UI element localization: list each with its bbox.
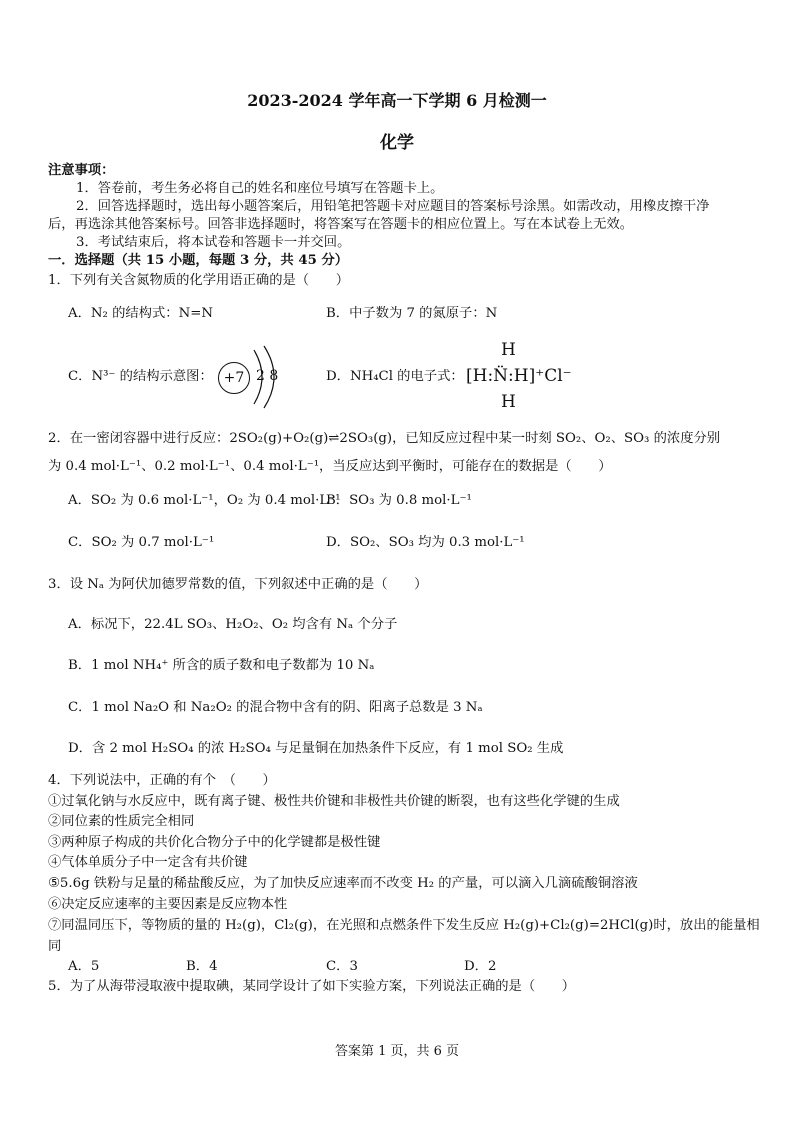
q2-option-d: D．SO₂、SO₃ 均为 0.3 mol·L⁻¹ — [326, 535, 525, 550]
subject-title: 化学 — [380, 133, 414, 153]
notice-item-2b: 后，再选涂其他答案标号。回答非选择题时，将答案写在答题卡的相应位置上。写在本试卷上无效。 — [48, 217, 634, 232]
q2-option-c: C．SO₂ 为 0.7 mol·L⁻¹ — [68, 535, 215, 550]
q4-statement-4: ④气体单质分子中一定含有共价键 — [48, 855, 248, 870]
section-heading: 一．选择题（共 15 小题，每题 3 分，共 45 分） — [48, 253, 349, 268]
q1-option-d: D．NH₄Cl 的电子式： — [326, 369, 464, 384]
q1-option-b: B．中子数为 7 的氮原子：N — [326, 306, 498, 321]
q1-stem: 1．下列有关含氮物质的化学用语正确的是（ ） — [48, 273, 349, 288]
atom-structure-diagram: +7 — [218, 362, 250, 394]
q4-stem: 4．下列说法中，正确的有个 （ ） — [48, 773, 276, 788]
q2-stem-1: 2．在一密闭容器中进行反应：2SO₂(g)+O₂(g)⇌2SO₃(g)，已知反应过程中某一时刻 SO₂、O₂、SO₃ 的浓度分别 — [48, 431, 721, 446]
q4-option-a: A．5 — [68, 959, 100, 974]
electron-shell-numbers: 2 8 — [256, 368, 279, 384]
q3-stem: 3．设 Nₐ 为阿伏加德罗常数的值，下列叙述中正确的是（ ） — [48, 577, 428, 592]
q4-statement-3: ③两种原子构成的共价化合物分子中的化学键都是极性键 — [48, 835, 381, 850]
q2-option-a: A．SO₂ 为 0.6 mol·L⁻¹，O₂ 为 0.4 mol·L⁻¹ — [68, 493, 341, 508]
q1-option-a: A．N₂ 的结构式：N=N — [68, 306, 213, 321]
lewis-structure: [H:N̈:H]⁺Cl⁻ — [466, 366, 572, 386]
q4-option-d: D．2 — [464, 959, 497, 974]
q4-statement-6: ⑥决定反应速率的主要因素是反应物本性 — [48, 897, 288, 912]
q4-option-b: B．4 — [186, 959, 218, 974]
notice-item-3: 3．考试结束后，将本试卷和答题卡一并交回。 — [76, 235, 351, 250]
q2-option-b: B．SO₃ 为 0.8 mol·L⁻¹ — [326, 493, 472, 508]
q4-statement-5: ⑤5.6g 铁粉与足量的稀盐酸反应，为了加快反应速率而不改变 H₂ 的产量，可以滴入几滴硫酸铜溶液 — [48, 876, 638, 891]
q2-stem-2: 为 0.4 mol·L⁻¹、0.2 mol·L⁻¹、0.4 mol·L⁻¹，当反应达到平衡时，可能存在的数据是（ ） — [48, 459, 612, 474]
q3-option-d: D．含 2 mol H₂SO₄ 的浓 H₂SO₄ 与足量铜在加热条件下反应，有 1 mol SO₂ 生成 — [68, 741, 564, 756]
q3-option-b: B．1 mol NH₄⁺ 所含的质子数和电子数都为 10 Nₐ — [68, 658, 375, 673]
q1-option-c: C．N³⁻ 的结构示意图： — [68, 369, 213, 384]
q4-statement-7b: 同 — [48, 939, 62, 954]
exam-title: 2023-2024 学年高一下学期 6 月检测一 — [247, 91, 547, 110]
q5-stem: 5．为了从海带浸取液中提取碘，某同学设计了如下实验方案，下列说法正确的是（ ） — [48, 979, 576, 994]
q3-option-a: A．标况下，22.4L SO₃、H₂O₂、O₂ 均含有 Nₐ 个分子 — [68, 617, 398, 632]
lewis-h-top: H — [501, 340, 516, 360]
q4-statement-7a: ⑦同温同压下，等物质的量的 H₂(g)，Cl₂(g)，在光照和点燃条件下发生反应 H₂(g)+Cl₂(g)=2HCl(g)时，放出的能量相 — [48, 918, 760, 933]
page-footer: 答案第 1 页，共 6 页 — [334, 1044, 460, 1059]
q4-option-c: C．3 — [326, 959, 358, 974]
notice-heading: 注意事项： — [48, 163, 115, 178]
q4-statement-1: ①过氧化钠与水反应中，既有离子键、极性共价键和非极性共价键的断裂，也有这些化学键的生成 — [48, 794, 620, 809]
q3-option-c: C．1 mol Na₂O 和 Na₂O₂ 的混合物中含有的阴、阳离子总数是 3 Nₐ — [68, 700, 483, 715]
notice-item-2a: 2．回答选择题时，选出每小题答案后，用铅笔把答题卡对应题目的答案标号涂黑。如需改动，用橡皮擦干净 — [76, 199, 710, 214]
q4-statement-2: ②同位素的性质完全相同 — [48, 814, 195, 829]
lewis-h-bottom: H — [501, 392, 516, 412]
notice-item-1: 1．答卷前，考生务必将自己的姓名和座位号填写在答题卡上。 — [76, 181, 444, 196]
